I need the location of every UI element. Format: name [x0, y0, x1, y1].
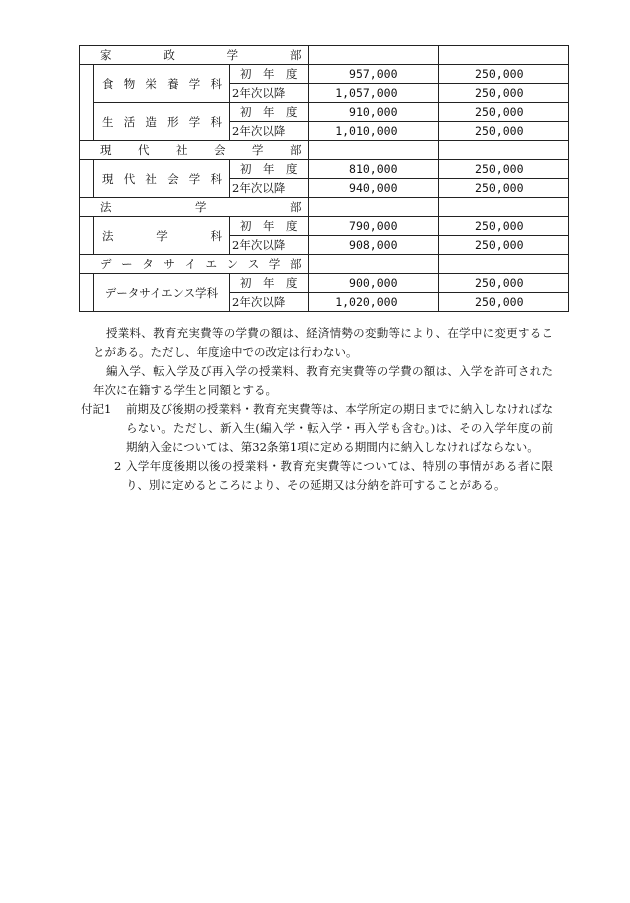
- facility-value: 250,000: [438, 84, 568, 103]
- faculty-row: [80, 46, 569, 65]
- indent-cell: [80, 217, 94, 255]
- empty-cell: [438, 255, 568, 274]
- empty-cell: [308, 198, 438, 217]
- faculty-name: 法 学 部: [80, 198, 309, 217]
- indent-cell: [80, 160, 94, 198]
- tuition-value: 1,057,000: [308, 84, 438, 103]
- tuition-value: 790,000: [308, 217, 438, 236]
- paragraph-transfer-fee: 編入学、転入学及び再入学の授業料、教育充実費等の学費の額は、入学を許可された年次に在籍する学生と同額とする。: [93, 364, 553, 397]
- department-name: 生 活 造 形 学 科: [94, 103, 230, 141]
- tuition-value: 810,000: [308, 160, 438, 179]
- empty-cell: [308, 141, 438, 160]
- facility-value: 250,000: [438, 293, 568, 312]
- facility-value: 250,000: [438, 236, 568, 255]
- facility-value: 250,000: [438, 65, 568, 84]
- department-name: 法 学 科: [94, 217, 230, 255]
- empty-cell: [438, 46, 568, 65]
- year-label: 2年次以降: [230, 179, 309, 198]
- tuition-value: 908,000: [308, 236, 438, 255]
- note-text: 前期及び後期の授業料・教育充実費等は、本学所定の期日までに納入しなければならない。ただし、新入生(編入学・転入学・再入学も含む。)は、その入学年度の前期納入金については、第32条第1項に定める期間内に納入しなければならない。: [126, 402, 553, 454]
- table-row: [80, 160, 569, 179]
- tuition-value: 957,000: [308, 65, 438, 84]
- year-label: 2年次以降: [230, 122, 309, 141]
- table-row: [80, 103, 569, 122]
- empty-cell: [438, 198, 568, 217]
- facility-value: 250,000: [438, 179, 568, 198]
- department-name: データサイエンス学科: [94, 274, 230, 312]
- year-label: 初 年 度: [230, 274, 309, 293]
- note-label: 2: [114, 459, 122, 473]
- notes-section: [81, 324, 553, 495]
- year-label: 初 年 度: [230, 217, 309, 236]
- empty-cell: [438, 141, 568, 160]
- faculty-name: 現 代 社 会 学 部: [80, 141, 309, 160]
- department-name: 食 物 栄 養 学 科: [94, 65, 230, 103]
- empty-cell: [308, 255, 438, 274]
- note-label: 付記1: [81, 402, 112, 416]
- facility-value: 250,000: [438, 217, 568, 236]
- empty-cell: [308, 46, 438, 65]
- supplementary-note-1: [81, 400, 553, 457]
- year-label: 2年次以降: [230, 84, 309, 103]
- table-row: [80, 65, 569, 84]
- faculty-row: [80, 198, 569, 217]
- table-row: [80, 217, 569, 236]
- facility-value: 250,000: [438, 103, 568, 122]
- facility-value: 250,000: [438, 274, 568, 293]
- table-row: [80, 274, 569, 293]
- department-name: 現 代 社 会 学 科: [94, 160, 230, 198]
- year-label: 初 年 度: [230, 103, 309, 122]
- faculty-row: [80, 255, 569, 274]
- year-label: 2年次以降: [230, 236, 309, 255]
- year-label: 初 年 度: [230, 65, 309, 84]
- tuition-value: 1,020,000: [308, 293, 438, 312]
- faculty-row: [80, 141, 569, 160]
- paragraph-fee-change: 授業料、教育充実費等の学費の額は、経済情勢の変動等により、在学中に変更することがある。ただし、年度途中での改定は行わない。: [93, 326, 553, 359]
- facility-value: 250,000: [438, 160, 568, 179]
- indent-cell: [80, 274, 94, 312]
- supplementary-note-2: [81, 457, 553, 495]
- tuition-value: 1,010,000: [308, 122, 438, 141]
- fee-table: [79, 45, 569, 312]
- faculty-name: デ ー タ サ イ エ ン ス 学 部: [80, 255, 309, 274]
- note-text: 入学年度後期以後の授業料・教育充実費等については、特別の事情がある者に限り、別に定めるところにより、その延期又は分納を許可することがある。: [126, 459, 553, 492]
- year-label: 初 年 度: [230, 160, 309, 179]
- tuition-value: 910,000: [308, 103, 438, 122]
- facility-value: 250,000: [438, 122, 568, 141]
- year-label: 2年次以降: [230, 293, 309, 312]
- tuition-value: 940,000: [308, 179, 438, 198]
- tuition-value: 900,000: [308, 274, 438, 293]
- faculty-name: 家 政 学 部: [80, 46, 309, 65]
- indent-cell: [80, 65, 94, 141]
